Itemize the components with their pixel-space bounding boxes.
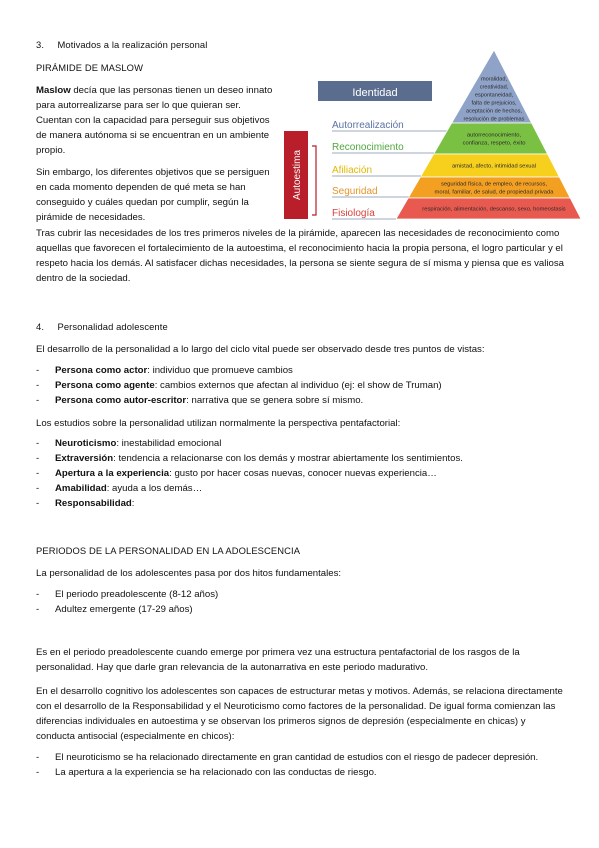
pyramid-level-label: Autorrealización <box>332 120 404 131</box>
autoestima-label: Autoestima <box>292 149 303 201</box>
factor-term: Amabilidad <box>55 483 107 494</box>
list-item <box>36 436 566 451</box>
list-item <box>36 466 566 481</box>
pyramid-level-desc: espontaneidad, <box>474 92 514 99</box>
pyramid-level-desc: resolución de problemas <box>463 116 525 123</box>
list-item: - El periodo preadolescente (8-12 años) <box>36 587 566 602</box>
views-list-block <box>36 363 566 408</box>
factor-term: Extraversión <box>55 453 114 464</box>
autoestima-bracket <box>312 146 316 215</box>
factor-term: Neuroticismo <box>55 438 117 449</box>
view-term: Persona como autor-escritor <box>55 395 187 406</box>
maslow-paragraph-3: Tras cubrir las necesidades de los tres primeros niveles de la pirámide, aparecen las necesidades de reconocimiento como aquellas que favorecen el fortalecimiento de la autoestima, el reconocimiento hacia la propia persona, el logro particular y el respeto hacia los demás. Al satisfacer dichas necesidades, la persona se siente segura de sí misma y piensa que es valiosa dentro de la sociedad. <box>36 228 564 284</box>
section-4-heading <box>36 319 566 334</box>
factor-desc: : inestabilidad emocional <box>116 438 222 449</box>
conclusions-list-block <box>36 750 566 780</box>
list-item <box>36 393 566 408</box>
view-term: Persona como agente <box>55 380 155 391</box>
factor-desc: : <box>131 498 135 509</box>
pyramid-level-label: Afiliación <box>332 165 373 176</box>
section-3-title: Motivados a la realización personal <box>57 39 208 50</box>
maslow-pyramid-svg <box>282 46 582 226</box>
view-desc: : individuo que promueve cambios <box>147 365 293 376</box>
studies-intro: Los estudios sobre la personalidad utilizan normalmente la perspectiva pentafactorial: <box>36 418 401 429</box>
factor-desc: : ayuda a los demás… <box>106 483 203 494</box>
views-list <box>36 363 566 408</box>
factor-desc: : gusto por hacer cosas nuevas, conocer nuevas experiencia… <box>169 468 437 479</box>
periods-list <box>36 587 566 617</box>
periods-intro: La personalidad de los adolescentes pasa por dos hitos fundamentales: <box>36 568 342 579</box>
pyramid-level-desc: creatividad, <box>479 84 509 91</box>
pyramid-level-desc: moral, familiar, de salud, de propiedad privada <box>434 189 554 196</box>
pyramid-level-desc: amistad, afecto, intimidad sexual <box>451 163 537 170</box>
section-4-number: 4. <box>36 321 45 332</box>
maslow-paragraph-1-text: decía que las personas tienen un deseo innato para autorrealizarse para ser lo que quieran ser. Cuentan con la capacidad para perseguir sus objetivos de manera autónoma si se encuentran en un ambiente propio. <box>36 85 273 156</box>
factor-term: Apertura a la experiencia <box>55 468 170 479</box>
maslow-subheading: PIRÁMIDE DE MASLOW <box>36 62 144 73</box>
factors-list <box>36 436 566 511</box>
factor-term: Responsabilidad <box>55 498 132 509</box>
section-4-intro: El desarrollo de la personalidad a lo largo del ciclo vital puede ser observado desde tres puntos de vistas: <box>36 344 485 355</box>
maslow-pyramid-figure <box>282 46 582 226</box>
periods-paragraph-1: Es en el periodo preadolescente cuando emerge por primera vez una estructura pentafactorial de los rasgos de la personalidad. Hay que darle gran relevancia de la autonarrativa en este periodo madurativo. <box>36 647 520 673</box>
view-term: Persona como actor <box>55 365 148 376</box>
pyramid-level-label: Seguridad <box>332 186 378 197</box>
maslow-intro <box>36 83 276 232</box>
identity-label: Identidad <box>352 87 398 99</box>
list-item <box>36 378 566 393</box>
list-item <box>36 496 566 511</box>
list-item: - Adultez emergente (17-29 años) <box>36 602 566 617</box>
section-4-title: Personalidad adolescente <box>57 321 168 332</box>
list-item <box>36 481 566 496</box>
pyramid-level-desc: confianza, respeto, éxito <box>462 140 526 147</box>
pyramid-level-desc: aceptación de hechos, <box>466 108 522 115</box>
maslow-paragraph-2: Sin embargo, los diferentes objetivos que se persiguen en cada momento dependen de qué meta se han conseguido y cuáles quedan por cumplir, según la pirámide de necesidades. <box>36 167 270 223</box>
list-item <box>36 451 566 466</box>
maslow-name: Maslow <box>36 85 71 96</box>
pyramid-level-desc: autorreconocimiento, <box>466 132 522 139</box>
view-desc: : narrativa que se genera sobre sí mismo. <box>186 395 364 406</box>
list-item <box>36 363 566 378</box>
factor-desc: : tendencia a relacionarse con los demás y mostrar abiertamente los sentimientos. <box>113 453 463 464</box>
conclusions-list <box>36 750 566 780</box>
pyramid-level-desc: falta de prejuicios, <box>471 100 517 107</box>
pyramid-levels <box>332 50 581 219</box>
periods-paragraph-2: En el desarrollo cognitivo los adolescentes son capaces de estructurar metas y motivos. Además, se relaciona directamente con el desarrollo de la Responsabilidad y el Neuroticismo como factores de la personalidad. De igual forma comienzan las diferencias individuales en autoestima y se observan los primeros signos de depresión (especialmente en chicas) y conducta antisocial (especialmente en chicos): <box>36 686 563 742</box>
maslow-paragraph-1 <box>36 83 276 158</box>
list-item: - El neuroticismo se ha relacionado directamente en gran cantidad de estudios con el riesgo de padecer depresión. <box>36 750 566 765</box>
view-desc: : cambios externos que afectan al individuo (ej: el show de Truman) <box>154 380 442 391</box>
pyramid-level-desc: respiración, alimentación, descanso, sexo, homeostasis <box>422 206 566 213</box>
pyramid-level-label: Reconocimiento <box>332 142 404 153</box>
list-item: - La apertura a la experiencia se ha relacionado con las conductas de riesgo. <box>36 765 566 780</box>
periods-list-block <box>36 587 566 617</box>
pyramid-level-desc: moralidad, <box>480 76 508 83</box>
section-3-number: 3. <box>36 39 45 50</box>
periods-heading: PERIODOS DE LA PERSONALIDAD EN LA ADOLESCENCIA <box>36 545 301 556</box>
pyramid-level-desc: seguridad física, de empleo, de recursos, <box>440 181 548 188</box>
pyramid-level-label: Fisiología <box>332 208 375 219</box>
factors-list-block <box>36 436 566 511</box>
pyramid-level <box>434 123 548 154</box>
